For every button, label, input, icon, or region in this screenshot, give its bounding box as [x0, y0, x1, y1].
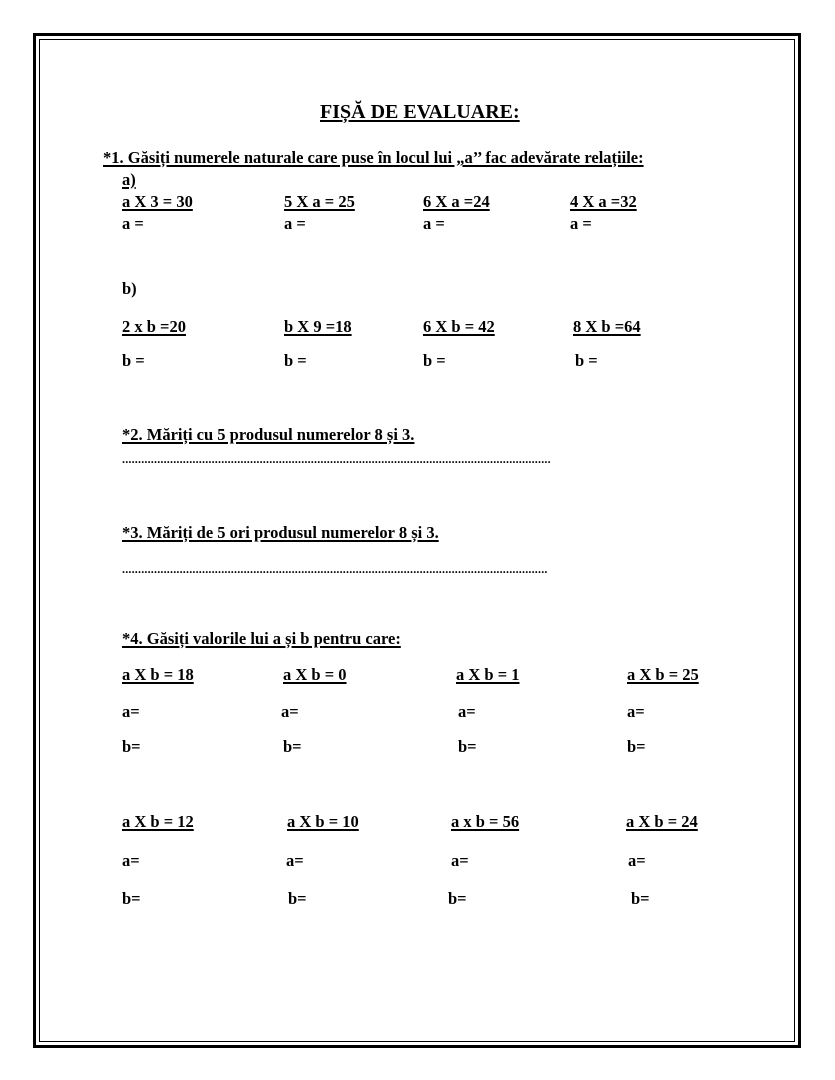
ex4-row2-b-2: b= — [288, 889, 307, 908]
ex4-row2-equation-4: a X b = 24 — [626, 812, 698, 831]
ex4-row1-a-3: a= — [458, 702, 476, 721]
ex4-row1-b-2: b= — [283, 737, 302, 756]
ex1b-answer-3: b = — [423, 351, 446, 370]
ex1b-equation-4: 8 X b =64 — [573, 317, 641, 336]
ex4-row2-equation-3: a x b = 56 — [451, 812, 520, 831]
ex4-row2-equation-1: a X b = 12 — [122, 812, 194, 831]
ex1b-equation-2: b X 9 =18 — [284, 317, 352, 336]
ex1a-equation-3: 6 X a =24 — [423, 192, 490, 211]
ex4-row1-b-3: b= — [458, 737, 477, 756]
ex1b-answer-2: b = — [284, 351, 307, 370]
ex4-row1-a-4: a= — [627, 702, 645, 721]
ex1-part-a-label: a) — [122, 170, 136, 189]
ex4-row1-b-1: b= — [122, 737, 141, 756]
ex1a-equation-1: a X 3 = 30 — [122, 192, 193, 211]
ex3-heading: *3. Măriți de 5 ori produsul numerelor 8 și 3. — [122, 523, 439, 542]
page-title: FIȘĂ DE EVALUARE: — [320, 101, 520, 123]
ex4-row2-a-2: a= — [286, 851, 304, 870]
ex1-heading: *1. Găsiți numerele naturale care puse în locul lui „a’’ fac adevărate relațiile: — [103, 148, 644, 167]
ex4-row2-a-4: a= — [628, 851, 646, 870]
ex1b-answer-4: b = — [575, 351, 598, 370]
ex1-part-b-label: b) — [122, 279, 137, 298]
ex4-row1-a-1: a= — [122, 702, 140, 721]
ex4-row2-b-1: b= — [122, 889, 141, 908]
ex4-row2-equation-2: a X b = 10 — [287, 812, 359, 831]
ex4-heading: *4. Găsiți valorile lui a și b pentru care: — [122, 629, 401, 648]
ex4-row2-b-4: b= — [631, 889, 650, 908]
ex1b-equation-3: 6 X b = 42 — [423, 317, 495, 336]
ex1a-equation-2: 5 X a = 25 — [284, 192, 355, 211]
ex4-row1-equation-3: a X b = 1 — [456, 665, 520, 684]
ex4-row1-equation-1: a X b = 18 — [122, 665, 194, 684]
ex4-row1-b-4: b= — [627, 737, 646, 756]
ex4-row2-b-3: b= — [448, 889, 467, 908]
ex1a-equation-4: 4 X a =32 — [570, 192, 637, 211]
ex4-row1-equation-2: a X b = 0 — [283, 665, 347, 684]
ex2-answer-dotted-line: ...................................................................................................................................... — [122, 453, 551, 465]
ex4-row1-a-2: a= — [281, 702, 299, 721]
ex4-row2-a-3: a= — [451, 851, 469, 870]
ex4-row2-a-1: a= — [122, 851, 140, 870]
ex2-heading: *2. Măriți cu 5 produsul numerelor 8 și 3. — [122, 425, 415, 444]
ex1b-equation-1: 2 x b =20 — [122, 317, 186, 336]
ex1a-answer-4: a = — [570, 214, 592, 233]
ex3-answer-dotted-line: ..................................................................................................................................... — [122, 563, 548, 575]
ex1a-answer-3: a = — [423, 214, 445, 233]
ex1a-answer-2: a = — [284, 214, 306, 233]
ex1b-answer-1: b = — [122, 351, 145, 370]
ex1a-answer-1: a = — [122, 214, 144, 233]
ex4-row1-equation-4: a X b = 25 — [627, 665, 699, 684]
